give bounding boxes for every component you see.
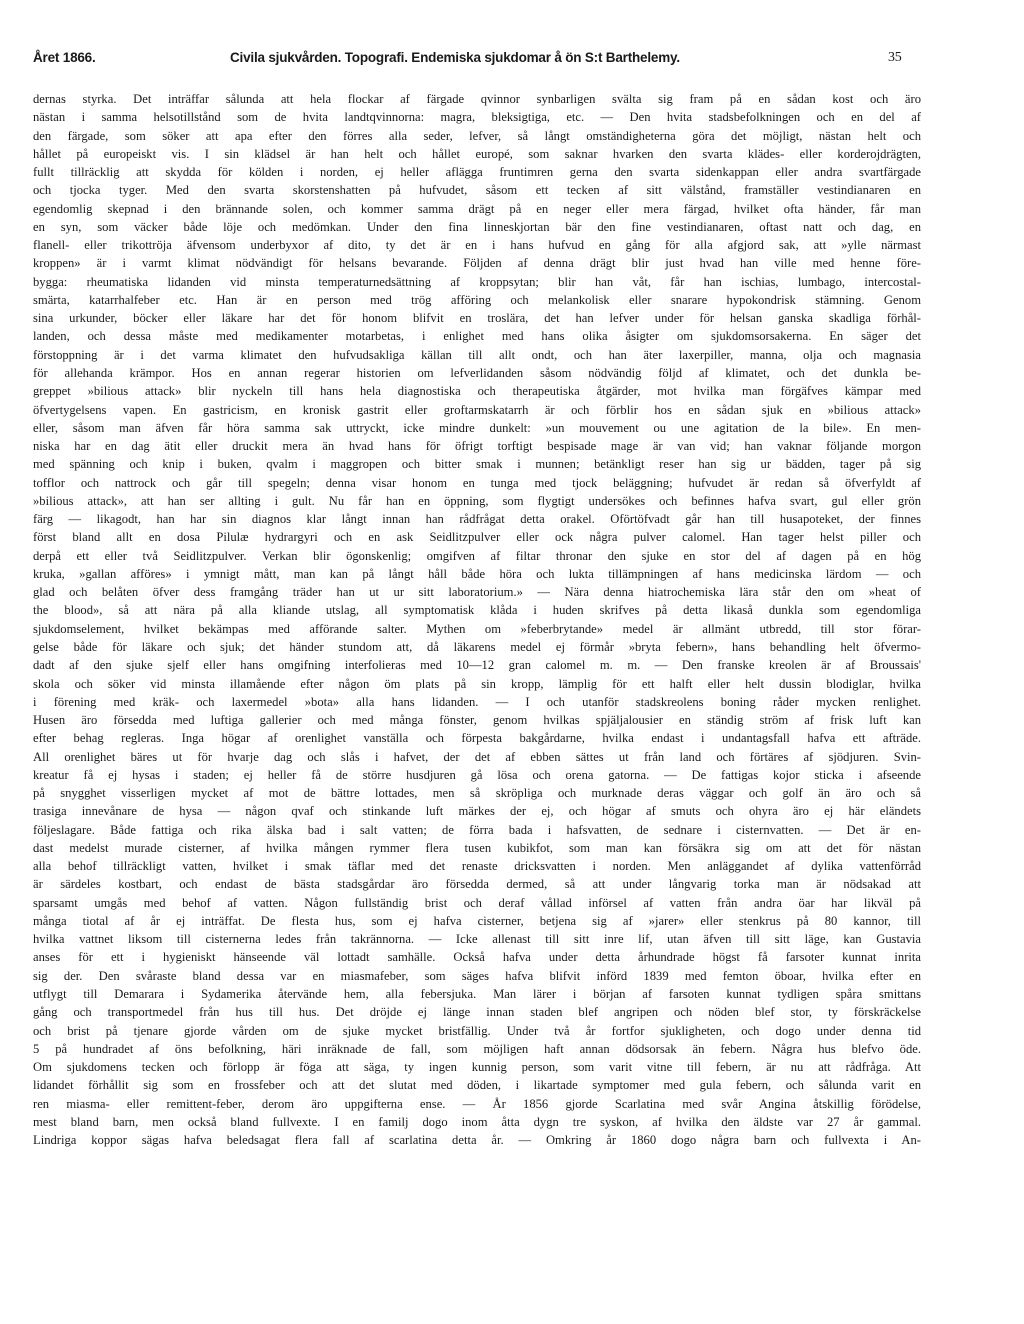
text-line: färg — likagodt, han har sin diagnos klar långt innan han rådfrågat detta orakel. Oförtöfvadt går han till husapoteket, der finnes [33, 512, 921, 527]
text-line: först bland allt en dosa Pilulæ hydrargyri och en ask Seidlitzpulver eller ock några pulver calomel. Han tager helst piller och [33, 530, 921, 545]
page-header [33, 44, 921, 70]
running-title: Civila sjukvården. Topografi. Endemiska sjukdomar å ön S:t Barthelemy. [230, 50, 680, 65]
document-page [33, 44, 921, 1148]
text-line: dadt af den sjuke sjelf eller hans omgifning interfolieras med 10—12 gran calomel m. m. — Den franske kreolen är af Broussais' [33, 658, 921, 673]
text-line: är särdeles kostbart, och endast de bästa stadsgårdar äro försedda dermed, så att under långvarig torka man är nödsakad att [33, 877, 921, 892]
text-line: hållet på europeiskt vis. I sin klädsel är han helt och hållet europé, som saknar hvarken den svarta klädes- eller korderojdrägten, [33, 146, 921, 161]
text-line: sina urkunder, böcker eller läkare har det för honom blifvit en troslära, det han lefver under för helsan ganska skadliga förhål- [33, 311, 921, 326]
text-line: fullt tillräcklig att skydda för kölden i norden, ej heller afläggа fruntimren gerna den svarta sidenkappan eller andra svartfärgade [33, 165, 921, 180]
text-line: för allehanda krämpor. Hos en annan regerar historien om lefverlidanden såsom nödvändig följd af klimatet, och det dunkla be- [33, 365, 921, 380]
text-line: skola och söker vid minsta illamående efter någon öm plats på sin kropp, lämplig för ett halft eller helt dussin blodiglar, hvilka [33, 676, 921, 691]
text-line: sig der. Den svåraste bland dessa var en miasmafeber, som säges hafva blifvit införd 1839 med femton öboar, hvilka efter en [33, 968, 921, 983]
text-line: gelse både för läkare och sjuk; det händer stundom att, då läkarens medel ej förmår »bryta febern», hans behandling helt öfvermo- [33, 639, 921, 654]
text-line: förstoppning är i det varma klimatet den hufvudsakliga källan till allt ondt, och han äter laxerpiller, manna, olja och magnasia [33, 347, 921, 362]
text-line: och brist på tjenare gjorde vården om de sjuke mycket bristfällig. Under två år fortfor sjukligheten, och dogo under denna tid [33, 1023, 921, 1038]
text-line: lidandet förhållit sig som en frossfeber och att det slutat med döden, i likartade symptomer med gula febern, och sålunda varit en [33, 1078, 921, 1093]
text-line: tofflor och nattrock och går till spegeln; denna visar honom en tunga med tjock beläggning; hufvudet är redan så öfverfyldt af [33, 475, 921, 490]
text-line: kreatur få ej hysas i staden; ej heller få de större husdjuren gå lösa och orena gatorna. — De fattigas kojor sticka i afseende [33, 767, 921, 782]
text-line: the blood», så att nära på alla kliande utslag, all symptomatisk klåda i huden skrifves på detta likaså dunkla som egendomliga [33, 603, 921, 618]
text-line: greppet »bilious attack» blir nyckeln till hans hela diagnostiska och therapeutiska åtgärder, mot hvilka man förgäfves kämpar med [33, 384, 921, 399]
text-line: All orenlighet bäres ut för hvarje dag och slås i hafvet, der det af ebben sättes ut från land och förtäres af sjödjuren. Svin- [33, 749, 921, 764]
text-line: kruka, »gallan afföres» i ymnigt mått, man kan på långt håll både höra och lukta tillämpningen af hans medicinska lärdom — och [33, 566, 921, 581]
text-line: på snygghet visserligen mycket af mot de bättre lottades, men så skröpliga och murknade deras väggar och golf än äro och så [33, 786, 921, 801]
text-line: niska har en dag ätit eller druckit mera än hvad hans för öfrigt torftigt bespisade mage är van vid; han vaknar följande morgon [33, 439, 921, 454]
text-line: kroppen» är i varmt klimat nödvändigt för helsans bevarande. Följden af denna drägt blir just hvad han ville med henne före- [33, 256, 921, 271]
text-line: dast medelst murade cisterner, af hvilka mången rymmer flera tusen kubikfot, som man kan försäkra sig om att det för nästan [33, 840, 921, 855]
header-year: Året 1866. [33, 50, 96, 65]
text-line: öfvertygelsens vapen. En gastricism, en kronisk gastrit eller groftarmskatarrh är och förblir hos en sådan sjuk en »bilious attack» [33, 402, 921, 417]
text-line: följeslagare. Både fattiga och rika älska bad i salt vatten; de förra bada i hafsvatten, de sednare i cisternvatten. — Det är en- [33, 822, 921, 837]
text-line: nästan i samma helsotillstånd som de hvita landtqvinnorna: magra, bleksigtiga, etc. — Den hvita stadsbefolkningen och en del af [33, 110, 921, 125]
text-line: glad och belåten öfver dess framgång träder han ut ur sitt laboratorium.» — Nära denna hiatrochemiska lära står den om »heat of [33, 585, 921, 600]
text-line: många tiotal af år ej inträffat. De flesta hus, som ej hafva cisterner, betjena sig af »jarer» eller stenkrus på 80 kannor, till [33, 913, 921, 928]
text-line: 5 på hundradet af öns befolkning, häri inräknade de fall, som möjligen haft annan dödsorsak än febern. Några hus blefvo öde. [33, 1041, 921, 1056]
text-line: derpå ett eller två Seidlitzpulver. Verkan blir ögonskenlig; omgifven af filtar thronar den sjuke en stor del af dagen på en hög [33, 548, 921, 563]
text-line: Husen äro försedda med luftiga gallerier och med många fönster, genom hvilkas spjäljalousier en ständig ström af frisk luft kan [33, 713, 921, 728]
text-line: och tjocka tyger. Med den svarta skorstenshatten på hufvudet, såsom ett tecken af sitt välstånd, framställer vestindianaren en [33, 183, 921, 198]
text-line: sjukdomselement, hvilket bekämpas med afförande salter. Mythen om »feberbrytande» medel är allmänt utbredd, till stor förar- [33, 621, 921, 636]
page-number: 35 [888, 50, 902, 65]
text-line: i förening med kräk- och laxermedel »bota» alla hans lidanden. — I och utanför stadskreolens boning råder mycken renlighet. [33, 694, 921, 709]
body-text [33, 90, 921, 1149]
text-line: landen, och dessa måste med medikamenter motarbetas, i enlighet med hans olika åsigter om sjukdomsorsakerna. En säger det [33, 329, 921, 344]
text-line: flanell- eller trikottröja äfvensom underbyxor af dito, ty det är en i hans hufvud en gång för alla afgjord sak, att »ylle närmast [33, 238, 921, 253]
text-line: hvilka vattnet liksom till cisternerna ledes från takrännorna. — Icke allenast till sitt inre lif, utan äfven till sitt läge, kan Gustavia [33, 932, 921, 947]
text-line: sparsamt umgås med behof af vatten. Någon fullständig brist och deraf vållad införsel af vatten från andra öar har likväl på [33, 895, 921, 910]
text-line: Lindriga koppor sägas hafva beledsagat flera fall af scarlatina detta år. — Omkring år 1860 dogo några barn och fullvexta i An- [33, 1133, 921, 1148]
text-line: ren miasma- eller remittent-feber, derom äro uppgifterna ense. — År 1856 gjorde Scarlatina med svår Angina åtskillig förödelse, [33, 1096, 921, 1111]
text-line: gång och transportmedel från hus till hus. Det dröjde ej länge innan staden blef angripen och nöden blef stor, ty förskräckelse [33, 1005, 921, 1020]
text-line: mest bland barn, men också bland fullvexte. I en familj dogo inom åtta dygn tre syskon, af hvilka den äldste var 27 år gammal. [33, 1114, 921, 1129]
text-line: anses för ett i hygieniskt hänseende väl lottadt samhälle. Också hafva under detta århundrade högst få farsoter kunnat inrita [33, 950, 921, 965]
text-line: bygga: rheumatiska lidanden vid minsta temperaturnedsättning af kroppsytan; blir han våt, får han ischias, lumbago, intercostal- [33, 274, 921, 289]
text-line: en syn, som väcker både löje och medömkan. Under den fina linneskjortan bär den fine vestindianaren, oftast natt och dag, en [33, 219, 921, 234]
text-line: utflygt till Demarara i Sydamerika återvände hem, alla febersjuka. Man lärer i början af farsoten kunnat tydligen spåra smittans [33, 987, 921, 1002]
text-line: »bilious attack», att han ser allting i gult. Nu får han en öppning, som flygtigt undersökes och befinnes hafva svart, gul eller grön [33, 493, 921, 508]
text-line: egendomlig skepnad i den brännande solen, och kommer samma drägt på en neger eller mera färgad, hvilket ofta händer, får man [33, 201, 921, 216]
text-line: smärta, katarrhalfeber etc. Han är en person med trög afföring och melankolisk eller snarare hypokondrisk stämning. Genom [33, 292, 921, 307]
text-line: med spänning och knip i buken, qvalm i maggropen och bitter smak i munnen; betänkligt reser han sig ur bädden, tager på sig [33, 457, 921, 472]
text-line: Om sjukdomens tecken och förlopp är föga att säga, ty ingen kunnig person, som varit vitne till febern, är nu att rådfråga. Att [33, 1060, 921, 1075]
text-line: trasiga innevånare de hysa — någon qvaf och stinkande luft märkes der ej, och högar af smuts och ohyra äro ej här eländets [33, 804, 921, 819]
text-line: eller, såsom man äfven får höra samma sak uttryckt, icke mindre dunkelt: »un mouvement ou une agitation de la bile». En men- [33, 420, 921, 435]
text-line: den färgade, som söker att apa efter den förres alla seder, lefver, så långt omständigheterna göra det möjligt, nästan helt och [33, 128, 921, 143]
text-line: alla behof tillräckligt vatten, hvilket i smak täflar med det renaste dricksvatten i norden. Men anläggandet af dylika vattenförråd [33, 859, 921, 874]
text-line: dernas styrka. Det inträffar sålunda att hela flockar af färgade qvinnor synbarligen svälta sig fram på en sådan kost och äro [33, 92, 921, 106]
text-line: efter behag regleras. Inga högar af orenlighet vanställa och förpesta bakgårdarne, hvilka endast i undantagsfall hafva ett afträde. [33, 731, 921, 746]
